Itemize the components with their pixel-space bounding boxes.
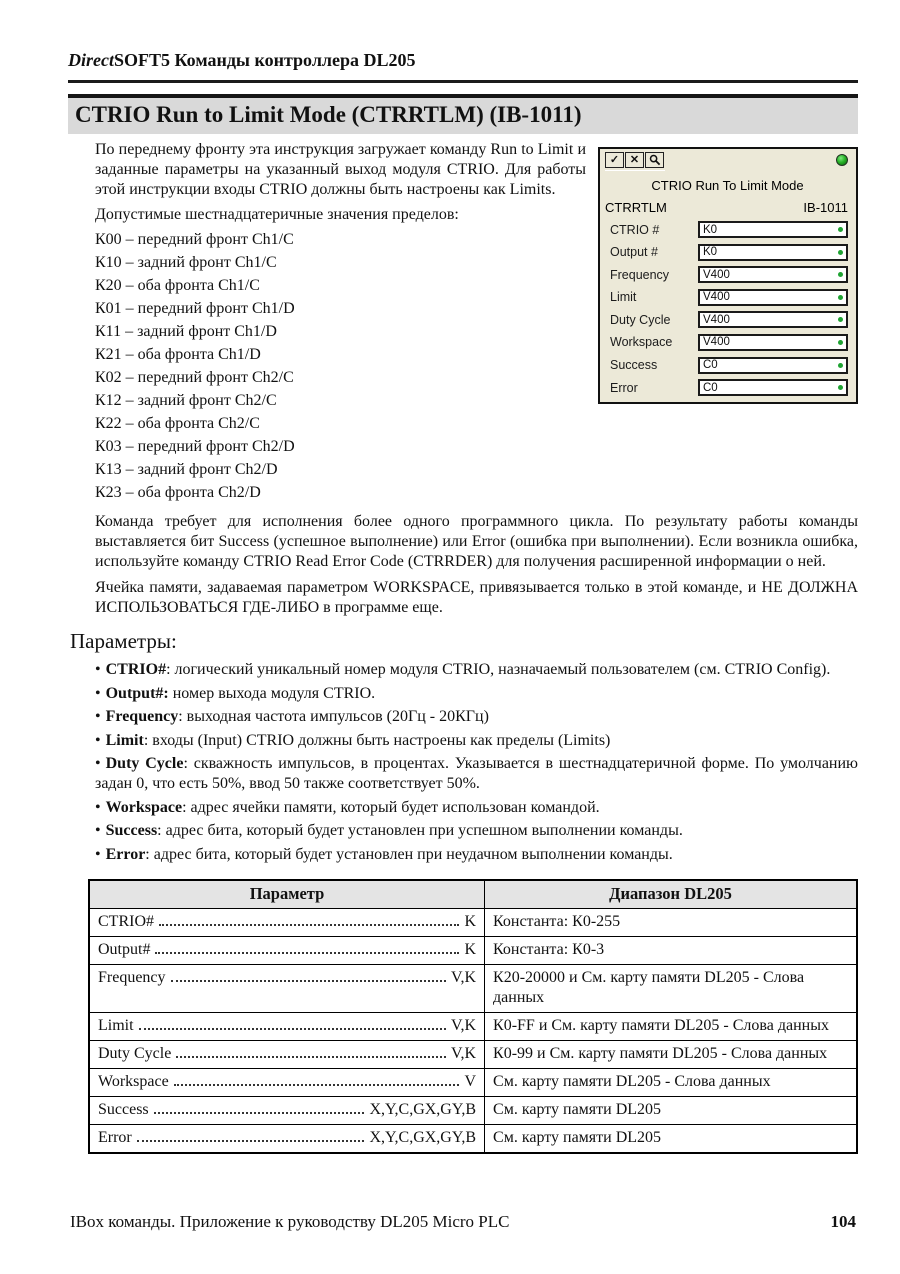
field-value: V400 — [703, 336, 730, 349]
dot-leader — [159, 924, 459, 926]
field-input[interactable] — [698, 334, 848, 351]
dialog-title: CTRIO Run To Limit Mode — [651, 178, 804, 193]
parameter-description: : адрес бита, который будет установлен при успешном выполнении команды. — [157, 822, 683, 839]
required-marker-icon — [838, 340, 843, 345]
parameter-description: : входы (Input) CTRIO должны быть настроены как пределы (Limits) — [143, 731, 611, 749]
parameter-item — [95, 798, 858, 818]
bullet-icon: • — [95, 845, 101, 863]
parameter-name: Error — [105, 845, 146, 863]
range-cell: К0-99 и См. карту памяти DL205 - Слова данных — [485, 1040, 857, 1068]
parameter-description: : скважность импульсов, в процентах. Указывается в шестнадцатеричной форме. По умолчанию задан 0, что есть 50%, ввод 50 также соответствует 50%. — [95, 755, 859, 792]
column-header-param: Параметр — [89, 880, 485, 909]
body-paragraph-workspace: Ячейка памяти, задаваемая параметром WORKSPACE, привязывается только в этой команде, и НЕ ДОЛЖНА ИСПОЛЬЗОВАТЬСЯ ГДЕ-ЛИБО в программе еще. — [95, 579, 858, 616]
limit-value-line: К00 – передний фронт Ch1/C — [95, 231, 294, 248]
parameter-description: : логический уникальный номер модуля CTRIO, назначаемый пользователем (см. CTRIO Config). — [166, 661, 831, 678]
field-value: K0 — [703, 246, 718, 259]
field-input[interactable] — [698, 311, 848, 328]
dialog-field-row — [605, 357, 850, 374]
field-value: C0 — [703, 359, 718, 372]
check-icon: ✓ — [609, 153, 620, 166]
dialog-field-row — [605, 334, 850, 351]
param-cell-name: Output# — [98, 940, 151, 958]
limit-value-line: К02 – передний фронт Ch2/C — [95, 369, 294, 386]
section-title: CTRIO Run to Limit Mode (CTRRTLM) (IB-1011) — [75, 102, 582, 127]
intro-paragraph: По переднему фронту эта инструкция загружает команду Run to Limit и заданные параметры на указанный выход модуля CTRIO. Для работы этой инструкции входы CTRIO должны быть настроены как Limits. — [95, 141, 586, 198]
required-marker-icon — [838, 227, 843, 232]
table-row — [89, 1124, 857, 1153]
dialog-ibox-id: IB-1011 — [803, 200, 848, 215]
toolbar-button-group — [605, 152, 665, 171]
running-head — [68, 50, 858, 71]
field-label: Output # — [610, 245, 658, 260]
range-cell: См. карту памяти DL205 - Слова данных — [485, 1068, 857, 1096]
field-input[interactable] — [698, 379, 848, 396]
bullet-icon: • — [95, 684, 101, 702]
dialog-toolbar — [605, 152, 850, 171]
range-cell: См. карту памяти DL205 — [485, 1096, 857, 1124]
accept-button[interactable] — [605, 152, 624, 168]
param-cell — [89, 1124, 485, 1153]
field-input[interactable] — [698, 244, 848, 261]
column-header-range: Диапазон DL205 — [485, 880, 857, 909]
limit-values-list — [95, 228, 586, 504]
field-label: Limit — [610, 290, 637, 305]
dialog-field-row — [605, 221, 850, 238]
parameter-description: номер выхода модуля CTRIO. — [168, 684, 376, 702]
page-footer — [70, 1212, 856, 1232]
param-cell — [89, 936, 485, 964]
dot-leader — [139, 1028, 446, 1030]
parameter-name: Success — [105, 822, 158, 839]
dialog-field-row — [605, 311, 850, 328]
range-cell: См. карту памяти DL205 — [485, 1124, 857, 1153]
parameter-item — [95, 731, 858, 751]
bullet-icon: • — [95, 708, 101, 725]
field-input[interactable] — [698, 266, 848, 283]
magnifier-icon — [649, 154, 661, 166]
parameter-item — [95, 754, 858, 794]
dialog-mnemonic: CTRRTLM — [605, 200, 667, 215]
dot-leader — [171, 980, 446, 982]
limit-value-line: К21 – оба фронта Ch1/D — [95, 346, 261, 363]
ctrio-dialog — [598, 147, 858, 404]
param-cell-name: Success — [98, 1100, 149, 1118]
table-row — [89, 964, 857, 1012]
param-cell-type: V,K — [450, 1044, 477, 1062]
table-row — [89, 908, 857, 936]
field-label: Frequency — [610, 267, 670, 282]
param-cell-type: V — [464, 1072, 477, 1090]
parameter-description: : адрес ячейки памяти, который будет использован командой. — [182, 798, 600, 816]
table-header-row — [89, 880, 857, 909]
field-label: Success — [610, 358, 658, 373]
param-cell — [89, 964, 485, 1012]
parameter-name: Frequency — [105, 708, 179, 725]
parameter-name: Workspace — [105, 798, 183, 816]
parameters-list — [95, 660, 858, 865]
dot-leader — [154, 1112, 365, 1114]
parameter-item — [95, 821, 858, 841]
dot-leader — [137, 1140, 365, 1142]
dialog-field-row — [605, 379, 850, 396]
page-number: 104 — [830, 1212, 856, 1231]
limit-value-line: К12 – задний фронт Ch2/C — [95, 392, 277, 409]
limit-value-line: К23 – оба фронта Ch2/D — [95, 484, 261, 501]
parameter-name: Duty Cycle — [105, 755, 184, 772]
param-cell — [89, 1040, 485, 1068]
brand-soft5: SOFT5 — [113, 50, 170, 70]
dot-leader — [155, 952, 459, 954]
field-value: K0 — [703, 223, 718, 236]
param-cell-name: CTRIO# — [98, 912, 154, 930]
field-value: V400 — [703, 291, 730, 304]
param-cell-type: K — [464, 940, 477, 958]
param-cell-name: Frequency — [98, 968, 166, 986]
status-led-icon — [836, 154, 848, 166]
range-cell: Константа: К0-3 — [485, 936, 857, 964]
dot-leader — [176, 1056, 446, 1058]
param-cell — [89, 1068, 485, 1096]
field-label: CTRIO # — [610, 222, 660, 237]
table-row — [89, 936, 857, 964]
param-cell — [89, 1012, 485, 1040]
limit-value-line: К01 – передний фронт Ch1/D — [95, 300, 295, 317]
field-input[interactable] — [698, 221, 848, 238]
parameter-name: Output#: — [105, 684, 169, 702]
field-value: V400 — [703, 268, 730, 281]
parameter-item — [95, 845, 858, 865]
range-cell: К0-FF и См. карту памяти DL205 - Слова данных — [485, 1012, 857, 1040]
parameter-item — [95, 707, 858, 727]
limit-value-line: К20 – оба фронта Ch1/C — [95, 277, 260, 294]
cancel-button[interactable] — [625, 152, 644, 168]
footer-text: IBox команды. Приложение к руководству DL205 Micro PLC — [70, 1212, 510, 1231]
param-cell-type: V,K — [450, 968, 477, 986]
param-cell-type: X,Y,C,GX,GY,B — [369, 1100, 477, 1118]
table-body — [89, 908, 857, 1153]
intro-region — [68, 140, 858, 504]
range-cell: К20-20000 и См. карту памяти DL205 - Слова данных — [485, 964, 857, 1012]
limit-value-line: К03 – передний фронт Ch2/D — [95, 438, 295, 455]
table-row — [89, 1040, 857, 1068]
limits-intro-line: Допустимые шестнадцатеричные значения пределов: — [95, 206, 459, 223]
limit-value-line: К13 – задний фронт Ch2/D — [95, 461, 278, 478]
body-paragraph-cycle: Команда требует для исполнения более одного программного цикла. По результату работы команды выставляется бит Success (успешное выполнение) или Error (ошибка при выполнении). Если возникла ошибка, используйте команду CTRIO Read Error Code (CTRRDER) для получения расширенной информации о ней. — [95, 513, 858, 570]
parameter-description: : адрес бита, который будет установлен при неудачном выполнении команды. — [145, 845, 673, 863]
required-marker-icon — [838, 385, 843, 390]
param-cell-name: Limit — [98, 1016, 134, 1034]
bullet-icon: • — [95, 798, 101, 816]
required-marker-icon — [838, 250, 843, 255]
parameter-name: Limit — [105, 731, 144, 749]
close-icon: ✕ — [629, 153, 640, 166]
dialog-fields — [605, 221, 850, 396]
table-row — [89, 1096, 857, 1124]
field-value: V400 — [703, 313, 730, 326]
parameter-item — [95, 660, 858, 680]
param-cell-name: Duty Cycle — [98, 1044, 172, 1062]
table-row — [89, 1012, 857, 1040]
field-label: Error — [610, 380, 638, 395]
bullet-icon: • — [95, 755, 101, 772]
section-title-bar — [68, 94, 858, 134]
parameters-heading: Параметры: — [70, 629, 177, 653]
brand-direct: Direct — [68, 50, 114, 70]
running-head-title: Команды контроллера DL205 — [174, 50, 416, 70]
intro-text-column — [68, 140, 586, 504]
bullet-icon: • — [95, 822, 101, 839]
header-rule — [68, 80, 858, 83]
dialog-field-row — [605, 244, 850, 261]
table-row — [89, 1068, 857, 1096]
field-value: C0 — [703, 381, 718, 394]
required-marker-icon — [838, 363, 843, 368]
range-cell: Константа: К0-255 — [485, 908, 857, 936]
browse-button[interactable] — [645, 152, 664, 168]
parameter-item — [95, 684, 858, 704]
dialog-field-row — [605, 289, 850, 306]
bullet-icon: • — [95, 731, 101, 749]
parameter-description: : выходная частота импульсов (20Гц - 20КГц) — [178, 708, 489, 725]
param-cell-name: Error — [98, 1128, 132, 1146]
required-marker-icon — [838, 317, 843, 322]
field-input[interactable] — [698, 289, 848, 306]
dialog-subheader — [605, 200, 848, 215]
field-label: Duty Cycle — [610, 312, 671, 327]
param-cell-type: X,Y,C,GX,GY,B — [369, 1128, 477, 1146]
param-cell — [89, 1096, 485, 1124]
parameter-name: CTRIO# — [105, 661, 167, 678]
dialog-field-row — [605, 266, 850, 283]
required-marker-icon — [838, 272, 843, 277]
bullet-icon: • — [95, 661, 101, 678]
dot-leader — [174, 1084, 460, 1086]
param-cell-type: K — [464, 912, 477, 930]
param-cell-type: V,K — [450, 1016, 477, 1034]
limit-value-line: К22 – оба фронта Ch2/C — [95, 415, 260, 432]
field-label: Workspace — [610, 335, 673, 350]
limit-value-line: К10 – задний фронт Ch1/C — [95, 254, 277, 271]
limit-value-line: К11 – задний фронт Ch1/D — [95, 323, 277, 340]
field-input[interactable] — [698, 357, 848, 374]
param-cell-name: Workspace — [98, 1072, 169, 1090]
required-marker-icon — [838, 295, 843, 300]
parameters-table — [88, 879, 858, 1154]
table-head — [89, 880, 857, 909]
param-cell — [89, 908, 485, 936]
